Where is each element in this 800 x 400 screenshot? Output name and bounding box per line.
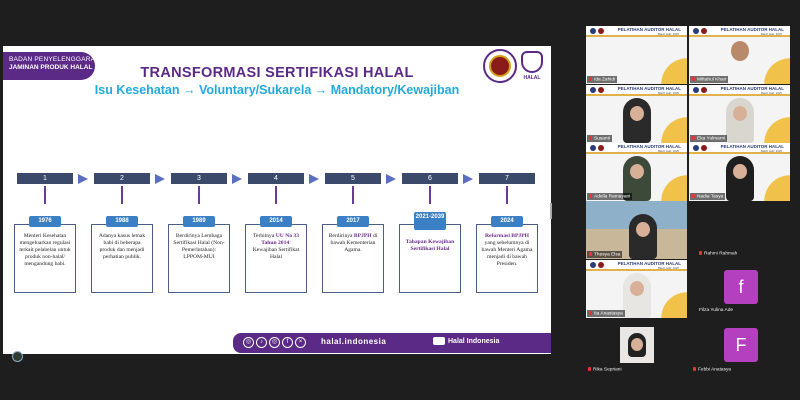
year-badge: 2017 bbox=[337, 216, 369, 227]
participant-tile[interactable] bbox=[586, 260, 687, 318]
timeline-card bbox=[322, 224, 384, 293]
card-text-bold: Tahapan Kewajiban Sertifikasi Halal bbox=[405, 239, 455, 252]
timeline-step: 2 bbox=[94, 173, 150, 184]
participant-name-tag bbox=[587, 310, 625, 317]
banner-title: PELATIHAN AUDITOR HALAL bbox=[617, 144, 681, 149]
banner-subtitle: Batch Gab: 2025 bbox=[658, 91, 679, 95]
participant-name: Adella Ramayani bbox=[594, 194, 631, 199]
participant-name: Nadia Tasya bbox=[697, 194, 724, 199]
card-text: : Kewajiban Sertifikat Halal bbox=[252, 240, 300, 260]
shared-slide bbox=[3, 46, 551, 354]
mic-muted-icon bbox=[588, 367, 591, 371]
mic-muted-icon bbox=[693, 367, 696, 371]
card-text-bold: UU No 33 Tahun 2014 bbox=[261, 233, 300, 246]
participant-name: Ita Anastasya bbox=[594, 311, 623, 316]
banner-title: PELATIHAN AUDITOR HALAL bbox=[617, 86, 681, 91]
tile-decoration bbox=[750, 44, 790, 84]
banner-subtitle: Batch Gab: 2025 bbox=[761, 32, 782, 36]
timeline-arrow-icon bbox=[309, 174, 319, 184]
card-text: Adanya kasus lemak babi di beberapa produk dan menjadi perhatian publik. bbox=[98, 233, 146, 260]
facebook-icon: f bbox=[282, 337, 293, 348]
banner-subtitle: Batch Gab: 2025 bbox=[761, 91, 782, 95]
participant-tile[interactable] bbox=[620, 327, 654, 363]
tile-banner bbox=[586, 260, 687, 271]
mic-muted-icon bbox=[589, 77, 592, 81]
timeline-arrow-icon bbox=[232, 174, 242, 184]
participant-name-tag[interactable] bbox=[699, 308, 733, 313]
timeline-connector bbox=[506, 186, 508, 204]
participant-avatar[interactable]: F bbox=[724, 328, 758, 362]
tile-banner bbox=[586, 85, 687, 96]
participant-tile[interactable] bbox=[689, 143, 790, 201]
youtube-icon bbox=[433, 337, 445, 345]
tile-banner bbox=[586, 26, 687, 37]
tiktok-icon: ♪ bbox=[256, 337, 267, 348]
participant-tile[interactable] bbox=[586, 85, 687, 143]
card-text-bold: BPJPH bbox=[353, 233, 372, 239]
screen-share-indicator-icon[interactable] bbox=[12, 351, 23, 362]
card-text: Terbitnya bbox=[252, 233, 276, 239]
card-text: yang sebelumnya di bawah Menteri Agama menjadi di bawah Presiden. bbox=[481, 240, 533, 267]
banner-subtitle: Batch Gab: 2025 bbox=[761, 149, 782, 153]
timeline-card bbox=[91, 224, 153, 293]
mic-muted-icon bbox=[692, 77, 695, 81]
timeline-connector bbox=[44, 186, 46, 204]
footer-handle: halal.indonesia bbox=[321, 337, 387, 346]
timeline-arrow-icon bbox=[155, 174, 165, 184]
year-badge: 1988 bbox=[106, 216, 138, 227]
participant-name: Rahmi Rahmah bbox=[704, 251, 738, 257]
banner-subtitle: Batch Gab: 2025 bbox=[658, 32, 679, 36]
card-text: Menteri Kesehatan mengeluarkan regulasi terkait pelabelan untuk produk non-halal/ mengandung babi. bbox=[19, 233, 71, 267]
mic-muted-icon bbox=[589, 136, 592, 140]
participant-tile[interactable] bbox=[689, 26, 790, 84]
participant-name-tag bbox=[587, 135, 612, 142]
participant-name-tag bbox=[587, 193, 632, 200]
mic-muted-icon bbox=[589, 194, 592, 198]
card-text: Berdirinya Lembaga Sertifikasi Halal (Non-Pemerintahan): LPPOM-MUI bbox=[173, 233, 225, 260]
slide-title: TRANSFORMASI SERTIFIKASI HALAL bbox=[140, 65, 414, 81]
participant-name: Ida Zahidi bbox=[594, 77, 616, 82]
timeline-card bbox=[245, 224, 307, 293]
panel-splitter-handle[interactable] bbox=[550, 203, 552, 219]
participant-name-tag bbox=[690, 193, 725, 200]
x-icon: × bbox=[295, 337, 306, 348]
participant-avatar[interactable]: f bbox=[724, 270, 758, 304]
banner-title: PELATIHAN AUDITOR HALAL bbox=[720, 144, 784, 149]
timeline-step: 6 bbox=[402, 173, 458, 184]
card-text: di bawah Kementerian Agama. bbox=[330, 233, 378, 253]
tile-decoration bbox=[647, 278, 687, 318]
banner-title: PELATIHAN AUDITOR HALAL bbox=[617, 27, 681, 32]
banner-subtitle: Batch Gab: 2025 bbox=[658, 149, 679, 153]
year-badge: 1976 bbox=[29, 216, 61, 227]
timeline-connector bbox=[121, 186, 123, 204]
banner-title: PELATIHAN AUDITOR HALAL bbox=[617, 261, 681, 266]
participant-name: Susanti bbox=[594, 136, 610, 141]
card-text: Berdirinya bbox=[328, 233, 354, 239]
tile-decoration bbox=[750, 161, 790, 201]
banner-title: PELATIHAN AUDITOR HALAL bbox=[720, 27, 784, 32]
participant-name-tag bbox=[587, 76, 617, 83]
participant-name: Febbi Anatasya bbox=[698, 367, 732, 373]
timeline-connector bbox=[352, 186, 354, 204]
banner-title: PELATIHAN AUDITOR HALAL bbox=[720, 86, 784, 91]
social-icons bbox=[243, 337, 306, 348]
year-badge: 2021-2039 bbox=[414, 212, 446, 230]
timeline-connector bbox=[275, 186, 277, 204]
timeline-arrow-icon bbox=[463, 174, 473, 184]
participant-tile[interactable] bbox=[586, 26, 687, 84]
mic-muted-icon bbox=[589, 311, 592, 315]
participant-tile[interactable] bbox=[586, 143, 687, 201]
timeline-connector bbox=[429, 186, 431, 204]
participant-name-tag bbox=[690, 76, 728, 83]
instagram-icon: ◎ bbox=[269, 337, 280, 348]
timeline-step: 7 bbox=[479, 173, 535, 184]
tile-banner bbox=[689, 143, 790, 154]
footer-youtube-label: Halal Indonesia bbox=[448, 337, 500, 345]
timeline-card bbox=[476, 224, 538, 293]
tile-decoration bbox=[647, 161, 687, 201]
year-badge: 1989 bbox=[183, 216, 215, 227]
slide-footer bbox=[233, 333, 551, 353]
participant-name: Rika Sepriani bbox=[593, 367, 622, 373]
participant-name-tag bbox=[690, 135, 727, 142]
footer-youtube bbox=[433, 337, 499, 345]
participant-name: Filza Yulina Ade bbox=[699, 308, 734, 313]
participant-tile[interactable] bbox=[689, 85, 790, 143]
participant-name: Eka Yulmarni bbox=[697, 136, 726, 141]
timeline-card bbox=[399, 224, 461, 293]
org-line-2: JAMINAN PRODUK HALAL bbox=[9, 64, 93, 71]
tile-banner bbox=[586, 143, 687, 154]
mic-muted-icon bbox=[692, 136, 695, 140]
instagram-icon: ◎ bbox=[243, 337, 254, 348]
year-badge: 2024 bbox=[491, 216, 523, 227]
participant-name-tag bbox=[587, 251, 622, 258]
tile-decoration bbox=[647, 103, 687, 143]
year-badge: 2014 bbox=[260, 216, 292, 227]
tile-decoration bbox=[750, 103, 790, 143]
timeline-step: 3 bbox=[171, 173, 227, 184]
participant-name: Thesya Elsa bbox=[594, 252, 621, 257]
slide-subtitle: Isu Kesehatan → Voluntary/Sukarela → Mandatory/Kewajiban bbox=[94, 83, 460, 97]
timeline-connector bbox=[198, 186, 200, 204]
participant-name-tag[interactable] bbox=[699, 251, 737, 256]
participant-video bbox=[626, 214, 660, 259]
halal-logo-text: HALAL bbox=[523, 75, 541, 81]
participant-name-tag[interactable] bbox=[588, 367, 622, 372]
mic-muted-icon bbox=[589, 252, 592, 256]
mic-muted-icon bbox=[699, 251, 702, 255]
timeline-arrow-icon bbox=[386, 174, 396, 184]
banner-subtitle: Batch Gab: 2025 bbox=[658, 266, 679, 270]
tile-banner bbox=[689, 85, 790, 96]
timeline-step: 4 bbox=[248, 173, 304, 184]
timeline-step: 1 bbox=[17, 173, 73, 184]
participant-name: Miftahul Khair bbox=[697, 77, 727, 82]
timeline-step: 5 bbox=[325, 173, 381, 184]
participant-name-tag[interactable] bbox=[693, 367, 731, 372]
card-text-bold: Reformasi BPJPH bbox=[485, 233, 529, 239]
participant-tile[interactable] bbox=[586, 201, 687, 259]
org-line-1: BADAN PENYELENGGARA bbox=[9, 56, 96, 63]
timeline-card bbox=[168, 224, 230, 293]
timeline-card bbox=[14, 224, 76, 293]
tile-banner bbox=[689, 26, 790, 37]
mic-muted-icon bbox=[692, 194, 695, 198]
tile-decoration bbox=[647, 44, 687, 84]
timeline-arrow-icon bbox=[78, 174, 88, 184]
